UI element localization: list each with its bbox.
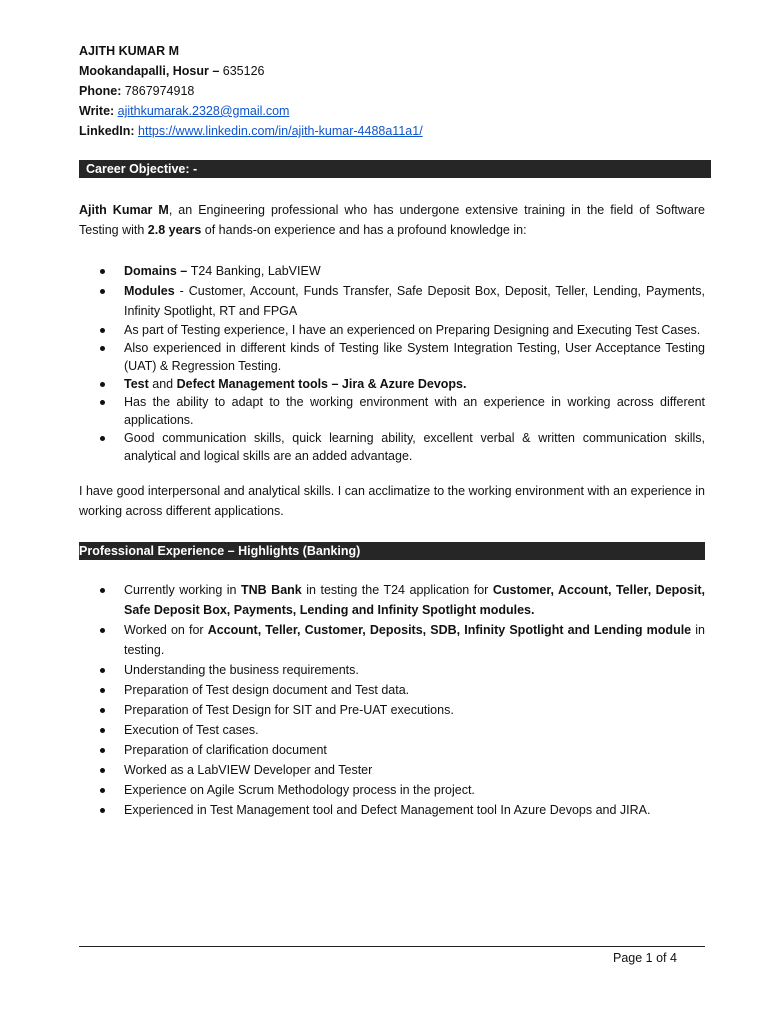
exp7-text: Preparation of clarification document (124, 743, 327, 757)
exp9-text: Experience on Agile Scrum Methodology process in the project. (124, 783, 475, 797)
intro-text-2: of hands-on experience and has a profound knowledge in: (201, 223, 527, 237)
tools-label-defect: Defect Management tools – Jira & Azure Devops. (176, 377, 467, 391)
bullet-icon (100, 346, 105, 351)
list-item (79, 760, 705, 780)
list-item (79, 375, 705, 393)
intro-name: Ajith Kumar M (79, 203, 169, 217)
intro-years: 2.8 years (147, 223, 202, 237)
modules-text: - Customer, Account, Funds Transfer, Safe Deposit Box, Deposit, Teller, Lending, Payments, Infinity Spotlight, RT and FPGA (124, 284, 705, 318)
list-item (79, 800, 705, 820)
exp3-text: Understanding the business requirements. (124, 663, 359, 677)
bullet-icon (100, 628, 105, 633)
list-item (79, 339, 705, 375)
exp4-text: Preparation of Test design document and Test data. (124, 683, 410, 697)
list-item (79, 680, 705, 700)
domains-label: Domains – (124, 264, 191, 278)
contact-header (79, 41, 423, 141)
bullet-icon (100, 788, 105, 793)
footer-divider (79, 946, 705, 947)
testing-kinds-text: Also experienced in different kinds of Testing like System Integration Testing, User Acceptance Testing (UAT) & Regression Testing. (124, 341, 705, 373)
tools-and: and (148, 377, 177, 391)
tools-label-test: Test (124, 377, 149, 391)
linkedin-link[interactable]: https://www.linkedin.com/in/ajith-kumar-4488a11a1/ (138, 124, 423, 138)
bullet-icon (100, 708, 105, 713)
exp2-text-1: Worked on for (124, 623, 208, 637)
adaptability-text: Has the ability to adapt to the working environment with an experience in working across different applications. (124, 395, 705, 427)
exp1-text-1: Currently working in (124, 583, 241, 597)
bullet-icon (100, 289, 105, 294)
bullet-icon (100, 728, 105, 733)
candidate-name: AJITH KUMAR M (79, 44, 179, 58)
phone-label: Phone: (79, 84, 125, 98)
career-objective-heading (79, 160, 711, 178)
list-item (79, 321, 705, 339)
linkedin-label: LinkedIn: (79, 124, 139, 138)
address-pin: 635126 (222, 64, 265, 78)
bullet-icon (100, 808, 105, 813)
bullet-icon (100, 748, 105, 753)
exp8-text: Worked as a LabVIEW Developer and Tester (124, 763, 373, 777)
domains-text: T24 Banking, LabVIEW (190, 264, 321, 278)
experience-list (79, 580, 705, 820)
experience-title: Professional Experience – Highlights (Banking) (79, 544, 361, 558)
list-item (79, 261, 705, 281)
testing-experience-text: As part of Testing experience, I have an experienced on Preparing Designing and Executing Test Cases. (124, 323, 701, 337)
communication-text: Good communication skills, quick learning ability, excellent verbal & written communication skills, analytical and logical skills are an added advantage. (124, 431, 705, 463)
career-skills-list (79, 261, 705, 465)
phone-line (79, 81, 423, 101)
linkedin-line (79, 121, 423, 141)
bullet-icon (100, 436, 105, 441)
list-item (79, 700, 705, 720)
list-item (79, 660, 705, 680)
bullet-icon (100, 688, 105, 693)
address-line (79, 61, 423, 81)
career-objective-title: Career Objective: - (86, 162, 198, 176)
experience-heading (79, 542, 705, 560)
exp2-modules: Account, Teller, Customer, Deposits, SDB, Infinity Spotlight and Lending module (207, 623, 692, 637)
email-link[interactable]: ajithkumarak.2328@gmail.com (117, 104, 290, 118)
intro-text-1: , an Engineering professional who has undergone extensive training in the field of Software Testing with (79, 203, 705, 237)
bullet-icon (100, 269, 105, 274)
list-item (79, 720, 705, 740)
exp5-text: Preparation of Test Design for SIT and Pre-UAT executions. (124, 703, 454, 717)
exp2-text-2: in testing. (124, 623, 705, 657)
list-item (79, 393, 705, 429)
exp1-modules: Customer, Account, Teller, Deposit, Safe Deposit Box, Payments, Lending and Infinity Spotlight modules. (124, 583, 705, 617)
bullet-icon (100, 382, 105, 387)
list-item (79, 580, 705, 620)
bullet-icon (100, 668, 105, 673)
exp6-text: Execution of Test cases. (124, 723, 259, 737)
email-label: Write: (79, 104, 118, 118)
list-item (79, 780, 705, 800)
bullet-icon (100, 588, 105, 593)
career-closing-paragraph: I have good interpersonal and analytical skills. I can acclimatize to the working environment with an experience in working across different applications. (79, 484, 705, 518)
email-line (79, 101, 423, 121)
modules-label: Modules (124, 284, 175, 298)
list-item (79, 620, 705, 660)
exp1-text-2: in testing the T24 application for (301, 583, 493, 597)
bullet-icon (100, 768, 105, 773)
page-number: Page 1 of 4 (613, 951, 677, 965)
exp10-text: Experienced in Test Management tool and Defect Management tool In Azure Devops and JIRA. (124, 803, 651, 817)
phone-value: 7867974918 (124, 84, 195, 98)
career-intro-paragraph (79, 200, 705, 240)
list-item (79, 281, 705, 321)
bullet-icon (100, 328, 105, 333)
bullet-icon (100, 400, 105, 405)
list-item (79, 740, 705, 760)
address-label: Mookandapalli, Hosur – (79, 64, 223, 78)
exp1-bank: TNB Bank (241, 583, 302, 597)
list-item (79, 429, 705, 465)
